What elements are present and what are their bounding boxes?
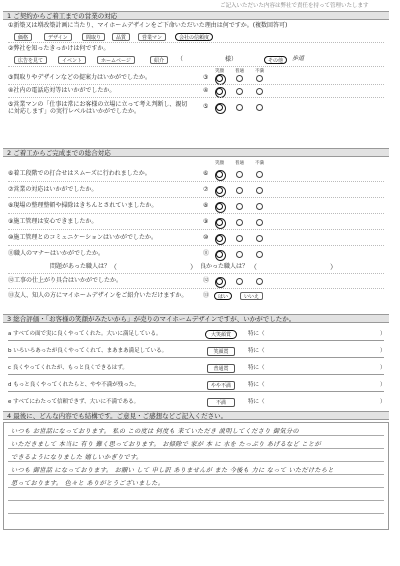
- eval-row-d-note-label: 特に（: [248, 382, 265, 388]
- q6-normal-radio[interactable]: [236, 171, 243, 178]
- q7-bad-radio[interactable]: [256, 187, 263, 194]
- comment-line: [8, 500, 384, 501]
- divider: [8, 273, 384, 274]
- comment-line: [8, 448, 384, 449]
- q1-option-trust[interactable]: 会社の信頼度: [175, 33, 213, 41]
- good-worker-label: 良かった職人は？: [200, 263, 249, 270]
- q9-number: ⑨: [203, 218, 209, 225]
- q11-good-radio[interactable]: [216, 251, 223, 258]
- eval-row-b-text: b いろいろあったが良くやってくれて、まあまあ満足している。: [8, 348, 168, 354]
- divider: [8, 391, 384, 392]
- section-3-header: 3 総合評価・「お客様の笑顔がみたいから」が売りのマイホームデザインですが、いかがでしたか。: [3, 314, 389, 323]
- divider: [8, 357, 384, 358]
- q10-text: ⑩施工管理とのコミュニケーションはいかがでしたか。: [8, 234, 158, 241]
- q11-text: ⑪職人のマナーはいかがでしたか。: [8, 250, 105, 257]
- q2-other-note: 歩道: [292, 55, 305, 62]
- section-4-header: 4 最後に、どんな内容でも結構です。ご意見・ご感想などご記入ください。: [3, 411, 389, 420]
- q5-normal-radio[interactable]: [236, 104, 243, 111]
- divider: [8, 84, 384, 85]
- q7-good-radio[interactable]: [216, 187, 223, 194]
- q5-bad-radio[interactable]: [256, 104, 263, 111]
- q4-normal-radio[interactable]: [236, 88, 243, 95]
- comment-handwriting-line: いただきまして 本当に 有り 難く思っております。 お掃除で 家が 本 に 水を たっぷり あげるなど ことが: [11, 441, 321, 448]
- q5-number: ⑤: [203, 103, 209, 110]
- eval-row-c-close: ）: [380, 365, 386, 371]
- q10-normal-radio[interactable]: [236, 235, 243, 242]
- q6-text: ⑥着工段階での打合せはスムーズに行われましたか。: [8, 170, 151, 177]
- eval-row-e-close: ）: [380, 399, 386, 405]
- eval-row-a-close: ）: [380, 331, 386, 337]
- q8-normal-radio[interactable]: [236, 203, 243, 210]
- q2-option-homepage[interactable]: ホームページ: [97, 56, 135, 64]
- q2-option-other[interactable]: その他: [264, 56, 287, 64]
- q6-bad-radio[interactable]: [256, 171, 263, 178]
- divider: [8, 288, 384, 289]
- comment-handwriting-line: できるようになりました 嬉しいかぎりです。: [11, 454, 143, 461]
- q3-bad-radio[interactable]: [256, 75, 263, 82]
- eval-option-normal[interactable]: 普通賞: [207, 364, 235, 373]
- q1-option-salesperson[interactable]: 営業マン: [138, 33, 166, 41]
- q10-bad-radio[interactable]: [256, 235, 263, 242]
- q2-referral-paren-close: 様）: [225, 56, 238, 63]
- q13-no-option[interactable]: いいえ: [240, 292, 263, 300]
- eval-row-e-note-label: 特に（: [248, 399, 265, 405]
- section-2-header: 2 ご着工からご完成までの総合対応: [3, 148, 389, 157]
- q3-normal-radio[interactable]: [236, 75, 243, 82]
- q10-number: ⑩: [203, 234, 209, 241]
- rating-header-bad: 不満: [255, 69, 264, 74]
- comment-handwriting-line: いつも 御世話 になっております。 お願い して 申し訳 ありませんが また 今後も 力に なって いただけたらと: [11, 467, 334, 474]
- divider: [8, 245, 384, 246]
- eval-option-smile[interactable]: 笑顔賞: [207, 347, 235, 356]
- q1-option-layout[interactable]: 間取り: [82, 33, 105, 41]
- q10-good-radio[interactable]: [216, 235, 223, 242]
- q11-bad-radio[interactable]: [256, 251, 263, 258]
- q12-number: ⑫: [203, 277, 210, 284]
- comment-line: [8, 435, 384, 436]
- q13-text: ⑬友人、知人の方にマイホームデザインをご紹介いただけますか。: [8, 292, 188, 299]
- eval-row-c-note-label: 特に（: [248, 365, 265, 371]
- q13-number: ⑬: [203, 292, 210, 299]
- q8-text: ⑧現場の整理整頓や掃除はきちんとされていましたか。: [8, 202, 158, 209]
- q12-text: ⑫工事の仕上がり具合はいかがでしたか。: [8, 277, 123, 284]
- eval-row-a-note-label: 特に（: [248, 331, 265, 337]
- problem-worker-label: 問題があった職人は？: [50, 263, 110, 270]
- q2-text: ②弊社を知ったきっかけは何ですか。: [8, 45, 110, 52]
- divider: [8, 42, 384, 43]
- q9-text: ⑨施工管理は安心できましたか。: [8, 218, 98, 225]
- divider: [8, 66, 384, 67]
- q2-option-event[interactable]: イベント: [58, 56, 86, 64]
- q8-good-radio[interactable]: [216, 203, 223, 210]
- eval-row-c-text: c 良くやってくれたが、もっと良くできるはず。: [8, 365, 128, 371]
- eval-option-unsatisfied[interactable]: 不満: [207, 398, 235, 407]
- q6-number: ⑥: [203, 170, 209, 177]
- q8-number: ⑧: [203, 202, 209, 209]
- q12-normal-radio[interactable]: [236, 278, 243, 285]
- q2-referral-paren: （: [177, 56, 184, 63]
- q12-bad-radio[interactable]: [256, 278, 263, 285]
- comment-line: [8, 513, 384, 514]
- divider: [8, 229, 384, 230]
- comment-line: [8, 461, 384, 462]
- rating-header-normal: 普通: [235, 69, 244, 74]
- q3-good-radio[interactable]: [216, 75, 223, 82]
- eval-row-e-text: e すべてにわたって信頼できず、大いに不満である。: [8, 399, 140, 405]
- q4-good-radio[interactable]: [216, 88, 223, 95]
- q4-bad-radio[interactable]: [256, 88, 263, 95]
- eval-row-d-close: ）: [380, 382, 386, 388]
- divider: [8, 340, 384, 341]
- q7-text: ⑦営業の対応はいかがでしたか。: [8, 186, 98, 193]
- problem-worker-bracket-open: （: [110, 263, 117, 271]
- q9-normal-radio[interactable]: [236, 219, 243, 226]
- q8-bad-radio[interactable]: [256, 203, 263, 210]
- section-1-header: 1 ご契約からご着工までの営業の対応: [3, 11, 389, 20]
- divider: [8, 181, 384, 182]
- q4-number: ④: [203, 87, 209, 94]
- eval-row-d-text: d もっと良くやってくれたらと、やや不満が残った。: [8, 382, 140, 388]
- q6-good-radio[interactable]: [216, 171, 223, 178]
- q2-option-ad[interactable]: 広告を見て: [14, 56, 47, 64]
- rating-header-good: 笑顔: [215, 161, 224, 166]
- problem-worker-bracket-close: ）: [190, 263, 197, 271]
- top-note: ご記入いただいた内容は弊社で責任を持って管理いたします: [220, 3, 369, 9]
- eval-row-a-text: a すべての面で実に良くやってくれた。大いに満足している。: [8, 331, 162, 337]
- comment-line: [8, 474, 384, 475]
- rating-header-bad: 不満: [255, 161, 264, 166]
- q1-option-quality[interactable]: 品質: [112, 33, 130, 41]
- comment-handwriting-line: いつも お世話になっております。 私の この度は 何度も 来ていただき 説明してくださり 御気分の: [11, 428, 299, 435]
- q4-text: ④社内の電話応対等はいかがでしたか。: [8, 87, 116, 94]
- divider: [8, 97, 384, 98]
- comment-line: [8, 487, 384, 488]
- good-worker-bracket-open: （: [250, 263, 257, 271]
- q9-good-radio[interactable]: [216, 219, 223, 226]
- q9-bad-radio[interactable]: [256, 219, 263, 226]
- q13-yes-option[interactable]: はい: [214, 292, 232, 300]
- q5-good-radio[interactable]: [216, 104, 223, 111]
- q11-normal-radio[interactable]: [236, 251, 243, 258]
- divider: [8, 374, 384, 375]
- divider: [8, 197, 384, 198]
- q1-option-design[interactable]: デザイン: [44, 33, 72, 41]
- q2-option-referral[interactable]: 紹介: [150, 56, 168, 64]
- rating-header-good: 笑顔: [215, 69, 224, 74]
- q7-normal-radio[interactable]: [236, 187, 243, 194]
- eval-option-somewhat-unsatisfied[interactable]: やや不満: [207, 381, 235, 390]
- comment-handwriting-line: 思っております。 色々と ありがとうございました。: [11, 480, 165, 487]
- q3-number: ③: [203, 74, 209, 81]
- rating-header-normal: 普通: [235, 161, 244, 166]
- divider: [8, 213, 384, 214]
- q1-text: ①新築又は増改築計画に当たり、マイホームデザインをご下命いただいた理由は何ですか。(複数回答可): [8, 22, 288, 29]
- q5-text: ⑤営業マンの「仕事は常にお客様の立場に立って考え判断し、親切に対応します」の実行レベルはいかがでしたか。: [8, 101, 188, 115]
- q1-option-price[interactable]: 価格: [14, 33, 32, 41]
- good-worker-bracket-close: ）: [330, 263, 337, 271]
- q11-number: ⑪: [203, 250, 210, 257]
- eval-row-b-note-label: 特に（: [248, 348, 265, 354]
- q7-number: ⑦: [203, 186, 209, 193]
- eval-row-b-close: ）: [380, 348, 386, 354]
- eval-option-big-smile[interactable]: 大笑顔賞: [205, 330, 237, 339]
- q3-text: ③間取りやデザインなどの提案力はいかがでしたか。: [8, 74, 151, 81]
- q12-good-radio[interactable]: [216, 278, 223, 285]
